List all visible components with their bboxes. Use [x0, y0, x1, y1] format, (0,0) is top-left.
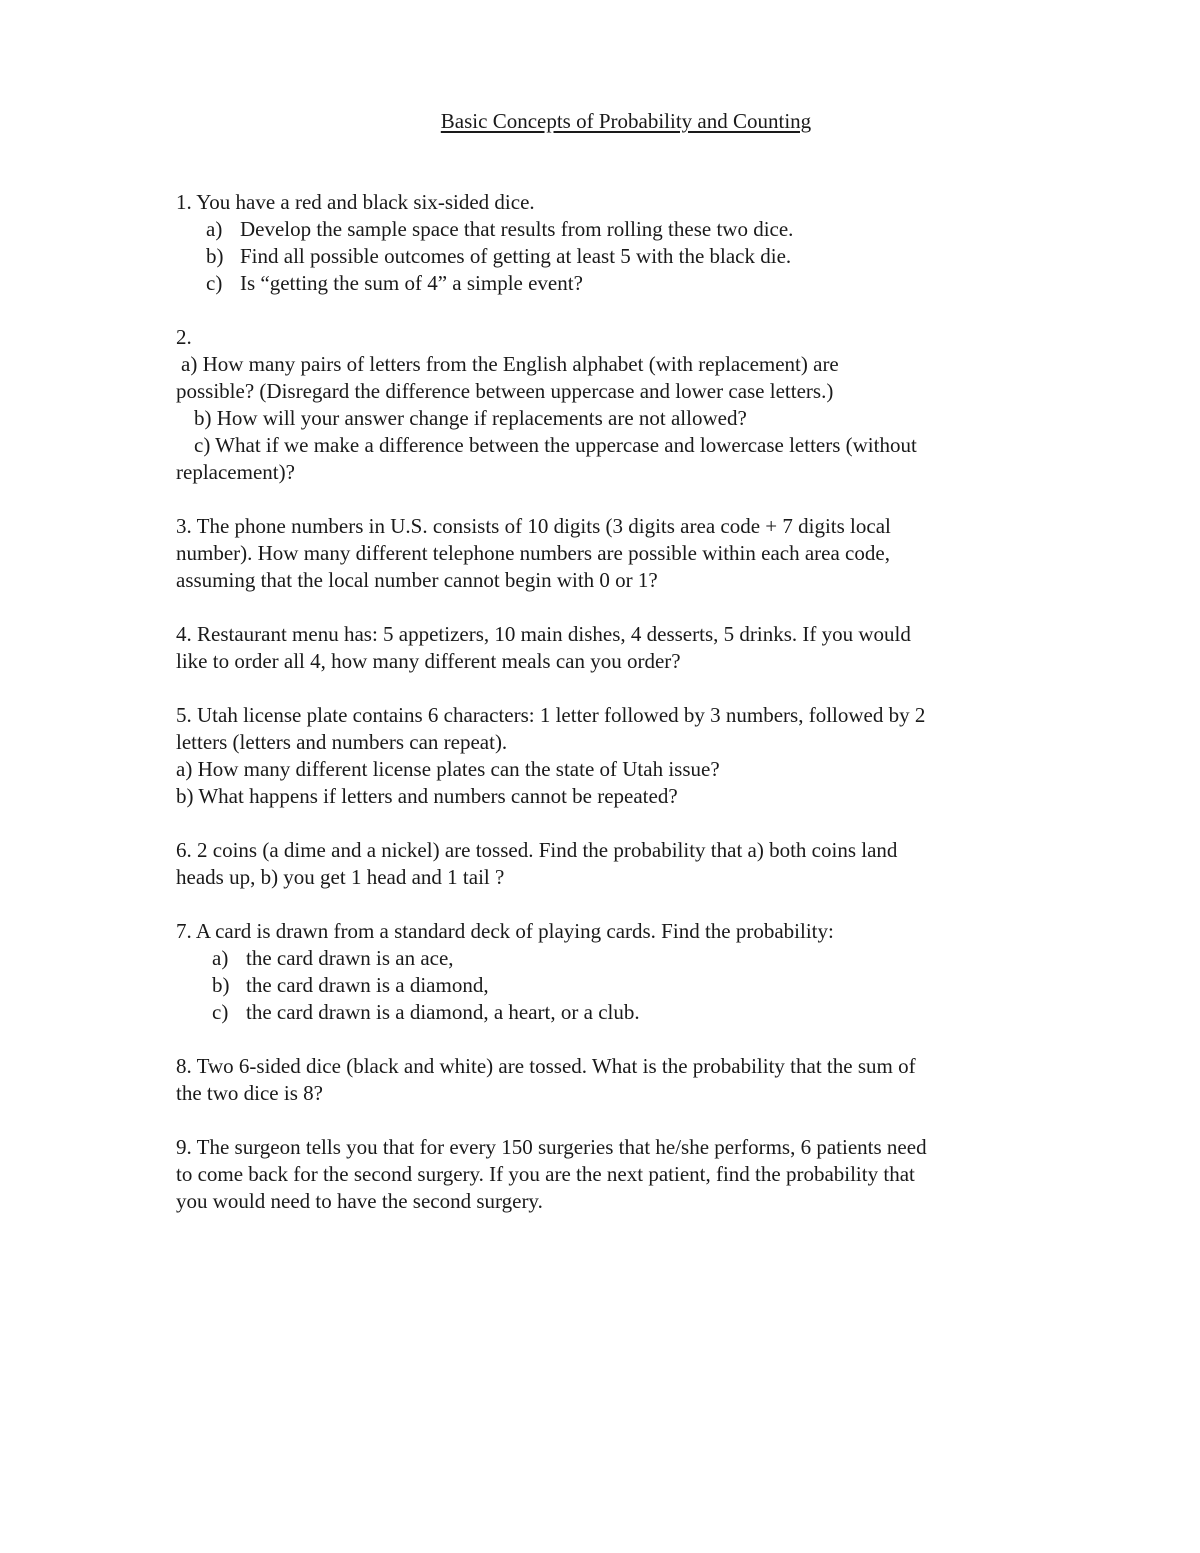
- question-7b: [212, 972, 1036, 999]
- document-title: Basic Concepts of Probability and Counting: [440, 109, 812, 133]
- question-3-line-1: 3. The phone numbers in U.S. consists of 10 digits (3 digits area code + 7 digits local: [176, 514, 891, 538]
- question-5a: a) How many different license plates can the state of Utah issue?: [176, 757, 720, 781]
- subitem-text: Is “getting the sum of 4” a simple event?: [240, 271, 583, 295]
- question-2c-line-2: replacement)?: [176, 460, 295, 484]
- subitem-label: c): [212, 1000, 229, 1024]
- subitem-label: a): [212, 946, 229, 970]
- question-6: [176, 837, 1036, 891]
- subitem-text: the card drawn is a diamond, a heart, or a club.: [246, 1000, 640, 1024]
- question-1a: [206, 216, 1036, 243]
- question-6-line-2: heads up, b) you get 1 head and 1 tail ?: [176, 865, 505, 889]
- subitem-label: c): [206, 271, 223, 295]
- question-3-line-3: assuming that the local number cannot begin with 0 or 1?: [176, 568, 658, 592]
- subitem-text: the card drawn is an ace,: [246, 946, 454, 970]
- question-4-line-1: 4. Restaurant menu has: 5 appetizers, 10 main dishes, 4 desserts, 5 drinks. If you would: [176, 622, 911, 646]
- question-9-line-1: 9. The surgeon tells you that for every 150 surgeries that he/she performs, 6 patients need: [176, 1135, 927, 1159]
- subitem-label: b): [212, 973, 230, 997]
- subitem-text: the card drawn is a diamond,: [246, 973, 489, 997]
- question-2c-line-1: c) What if we make a difference between the uppercase and lowercase letters (without: [194, 433, 917, 457]
- question-8-line-2: the two dice is 8?: [176, 1081, 323, 1105]
- subitem-text: Develop the sample space that results from rolling these two dice.: [240, 217, 794, 241]
- document-page: [176, 108, 1036, 1242]
- question-2a-line-1: a) How many pairs of letters from the English alphabet (with replacement) are: [181, 352, 839, 376]
- question-9-line-2: to come back for the second surgery. If you are the next patient, find the probability that: [176, 1162, 915, 1186]
- question-7-subitems: [176, 945, 1036, 1026]
- question-1c: [206, 270, 1036, 297]
- question-7: [176, 918, 1036, 1026]
- question-7c: [212, 999, 1036, 1026]
- question-1-stem: 1. You have a red and black six-sided dice.: [176, 190, 535, 214]
- subitem-label: a): [206, 217, 223, 241]
- question-7a: [212, 945, 1036, 972]
- question-8: [176, 1053, 1036, 1107]
- question-5: [176, 702, 1036, 810]
- question-1: [176, 189, 1036, 297]
- question-4-line-2: like to order all 4, how many different meals can you order?: [176, 649, 681, 673]
- subitem-label: b): [206, 244, 224, 268]
- question-1-subitems: [176, 216, 1036, 297]
- question-3-line-2: number). How many different telephone numbers are possible within each area code,: [176, 541, 890, 565]
- question-2b: b) How will your answer change if replacements are not allowed?: [194, 406, 747, 430]
- question-2: [176, 324, 1036, 486]
- question-1b: [206, 243, 1036, 270]
- question-5-line-2: letters (letters and numbers can repeat).: [176, 730, 508, 754]
- question-5b: b) What happens if letters and numbers cannot be repeated?: [176, 784, 678, 808]
- question-9-line-3: you would need to have the second surgery.: [176, 1189, 543, 1213]
- question-6-line-1: 6. 2 coins (a dime and a nickel) are tossed. Find the probability that a) both coins land: [176, 838, 898, 862]
- question-7-stem: 7. A card is drawn from a standard deck of playing cards. Find the probability:: [176, 919, 834, 943]
- question-9: [176, 1134, 1036, 1215]
- question-8-line-1: 8. Two 6-sided dice (black and white) are tossed. What is the probability that the sum of: [176, 1054, 916, 1078]
- subitem-text: Find all possible outcomes of getting at least 5 with the black die.: [240, 244, 792, 268]
- question-2a-line-2: possible? (Disregard the difference between uppercase and lower case letters.): [176, 379, 834, 403]
- question-4: [176, 621, 1036, 675]
- question-3: [176, 513, 1036, 594]
- question-5-line-1: 5. Utah license plate contains 6 characters: 1 letter followed by 3 numbers, followed by 2: [176, 703, 926, 727]
- question-2-number: 2.: [176, 325, 192, 349]
